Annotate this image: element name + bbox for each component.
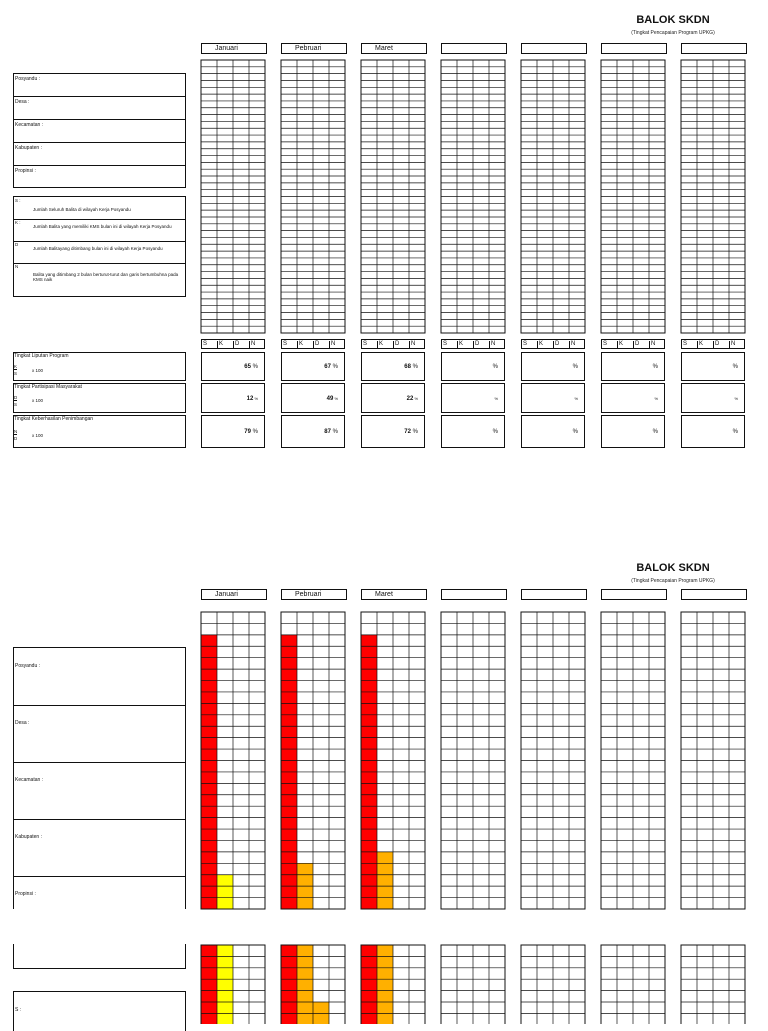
p1-percent-sign: % [652, 364, 658, 370]
p1-percent-value: 12 [246, 396, 254, 402]
legend-k-text: Jumlah Balita yang memiliki KMS bulan ini di wilayah Kerja Posyandu [33, 224, 172, 229]
p1-sknd-letter-d: D [715, 341, 730, 349]
p1-percent-value: 79 [244, 429, 251, 435]
page2-blank-box [13, 944, 186, 969]
p1-sknd-letter-n: N [251, 341, 256, 347]
p1-percent-value: 72 [404, 429, 411, 435]
p1-percent-value: 22 [406, 396, 414, 402]
indicator-partisipasi-mult: x 100 [32, 398, 44, 403]
p1-sknd-letter-k: K [219, 341, 234, 349]
indicator-liputan-mult: x 100 [32, 368, 44, 373]
propinsi-label: Propinsi : [15, 168, 36, 174]
p1-sknd-letter-d: D [635, 341, 650, 349]
p1-sknd-letter-d: D [315, 341, 330, 349]
p1-percent-sign: % [732, 429, 738, 435]
p2-lower-bar-s-januari [201, 945, 217, 1024]
p2-lower-bar-s-maret [361, 945, 377, 1024]
p2-posyandu-row [14, 648, 185, 706]
p1-sknd-letter-k: K [299, 341, 314, 349]
p1-percent-value: 49 [326, 396, 334, 402]
legend-s-text: Jumlah Seluruh Balita di wilayah Kerja Posyandu [33, 207, 131, 212]
p2-month-header-1: Januari [201, 589, 267, 600]
indicator-keberhasilan-title: Tingkat Keberhasilan Penimbangan [14, 416, 94, 422]
p1-percent-value: 87 [324, 429, 331, 435]
p1-sknd-letter-n: N [731, 341, 736, 347]
p2-bar-k-maret [377, 852, 393, 909]
p2-lower-bar-k-januari [217, 945, 233, 1024]
p1-percent-value: 67 [324, 364, 331, 370]
p1-percent-sign: % [410, 429, 418, 435]
p1-sknd-letter-s: S [443, 341, 458, 349]
p1-sknd-letter-d: D [555, 341, 570, 349]
p2-bar-k-januari [217, 875, 233, 909]
p1-percent-sign: % [732, 364, 738, 370]
indicator-liputan-den: S [14, 371, 18, 376]
p2-posyandu-label: Posyandu : [15, 663, 41, 669]
legend-d-text: Jumlah Balitayang ditimbang bulan ini di wilayah Kerja Posyandu [33, 246, 163, 251]
p1-sknd-letter-k: K [539, 341, 554, 349]
p1-percent-sign: % [734, 396, 738, 401]
p1-sknd-letter-n: N [331, 341, 336, 347]
p2-s-label: S : [15, 1007, 22, 1013]
legend-n-key: N [15, 264, 19, 269]
p1-sknd-letter-n: N [491, 341, 496, 347]
legend-d-key: D [15, 242, 19, 247]
page1-title: BALOK SKDN [636, 14, 710, 26]
kecamatan-label: Kecamatan : [14, 120, 185, 143]
page1-subtitle: (Tingkat Pencapaian Program UPKG) [631, 30, 715, 36]
p2-month-header-2: Pebruari [281, 589, 347, 600]
posyandu-label: Posyandu : [14, 74, 185, 97]
p1-sknd-letter-d: D [235, 341, 250, 349]
indicator-keberhasilan-num: N [14, 429, 18, 434]
p1-percent-sign: % [250, 429, 258, 435]
p1-sknd-letter-s: S [203, 341, 218, 349]
p1-percent-value: 65 [244, 364, 251, 370]
p1-percent-sign: % [572, 429, 578, 435]
indicator-liputan-num: K [14, 364, 18, 369]
p2-month-header-3: Maret [361, 589, 427, 600]
p1-percent-sign: % [253, 396, 258, 401]
p1-percent-sign: % [330, 364, 338, 370]
page2-info-box [13, 647, 186, 909]
p1-percent-sign: % [413, 396, 418, 401]
p1-sknd-letter-k: K [699, 341, 714, 349]
p1-sknd-letter-k: K [379, 341, 394, 349]
page2-title: BALOK SKDN [636, 562, 710, 574]
indicator-partisipasi-num: D [14, 395, 18, 400]
p1-percent-sign: % [572, 364, 578, 370]
p1-percent-sign: % [494, 396, 498, 401]
indicator-partisipasi-title: Tingkat Partisipasi Masyarakat [14, 384, 82, 390]
p1-sknd-letter-s: S [683, 341, 698, 349]
p2-propinsi-row [14, 876, 185, 910]
p1-percent-sign: % [652, 429, 658, 435]
p1-percent-value: 68 [404, 364, 411, 370]
p1-sknd-letter-n: N [651, 341, 656, 347]
p2-lower-bar-s-pebruari [281, 945, 297, 1024]
p1-sknd-letter-n: N [571, 341, 576, 347]
legend-n-text: Balita yang ditimbang 2 bulan berturut-turut dan garis bertumbuhna pada KMS naik [33, 272, 179, 282]
p2-propinsi-label: Propinsi : [15, 891, 36, 897]
p1-sknd-letter-n: N [411, 341, 416, 347]
p2-kecamatan-label: Kecamatan : [15, 777, 44, 783]
p1-percent-sign: % [330, 429, 338, 435]
indicator-liputan-title: Tingkat Liputan Program [14, 353, 69, 359]
p1-percent-sign: % [492, 364, 498, 370]
page2-s-box [13, 991, 186, 1031]
p1-sknd-letter-d: D [475, 341, 490, 349]
p1-percent-sign: % [250, 364, 258, 370]
indicator-partisipasi-den: S [14, 402, 18, 407]
p1-percent-sign: % [410, 364, 418, 370]
legend-k-key: K : [15, 220, 21, 225]
p1-percent-sign: % [333, 396, 338, 401]
p1-sknd-letter-k: K [459, 341, 474, 349]
p1-percent-sign: % [574, 396, 578, 401]
kabupaten-label: Kabupaten : [14, 143, 185, 166]
p1-month-header-1: Januari [201, 43, 267, 54]
p2-lower-bar-k-maret [377, 945, 393, 1024]
indicator-keberhasilan-den: D [14, 436, 18, 441]
p1-percent-sign: % [654, 396, 658, 401]
desa-label: Desa : [14, 97, 185, 120]
p2-kecamatan-row [14, 762, 185, 820]
indicator-keberhasilan-mult: x 100 [32, 433, 44, 438]
p1-sknd-letter-s: S [523, 341, 538, 349]
p1-month-header-2: Pebruari [281, 43, 347, 54]
p2-desa-label: Desa : [15, 720, 30, 726]
p2-kabupaten-label: Kabupaten : [15, 834, 42, 840]
p2-desa-row [14, 705, 185, 763]
p2-kabupaten-row [14, 819, 185, 877]
legend-s-key: S : [15, 198, 21, 203]
p1-sknd-letter-s: S [283, 341, 298, 349]
p2-lower-bar-d-pebruari [313, 1002, 329, 1024]
page2-subtitle: (Tingkat Pencapaian Program UPKG) [631, 578, 715, 584]
p1-sknd-letter-s: S [363, 341, 378, 349]
p1-month-header-3: Maret [361, 43, 427, 54]
p1-sknd-letter-d: D [395, 341, 410, 349]
p1-sknd-letter-s: S [603, 341, 618, 349]
p1-percent-sign: % [492, 429, 498, 435]
p1-sknd-letter-k: K [619, 341, 634, 349]
p2-lower-bar-k-pebruari [297, 945, 313, 1024]
